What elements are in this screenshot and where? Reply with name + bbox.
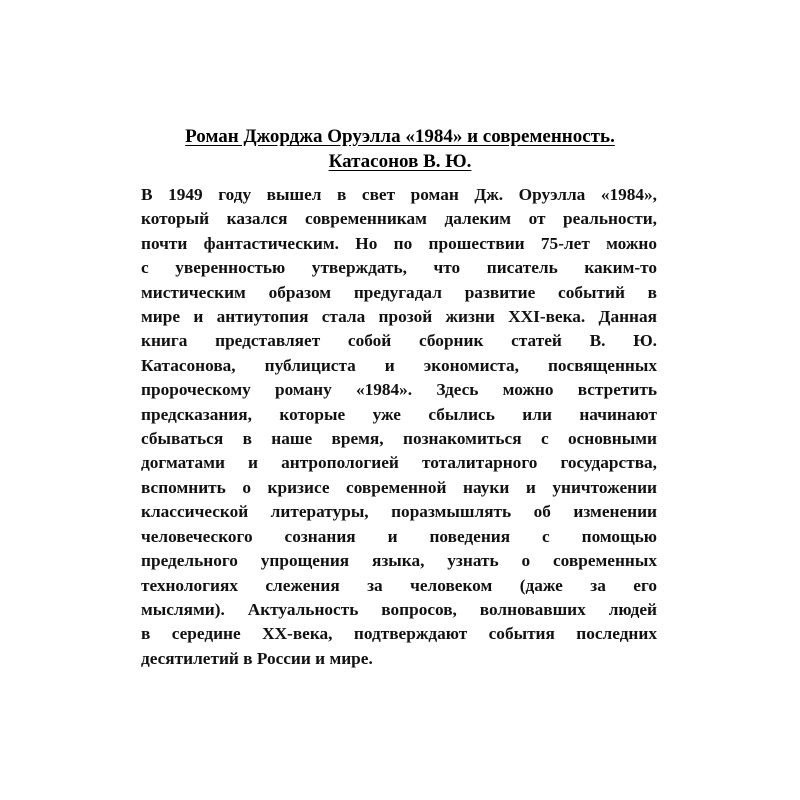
paragraph-line: в середине XX-века, подтверждают события последних <box>141 624 657 644</box>
paragraph-line: классической литературы, поразмышлять об изменении <box>141 502 657 522</box>
paragraph-line: почти фантастическим. Но по прошествии 75-лет можно <box>141 233 657 253</box>
annotation-paragraph <box>141 183 657 671</box>
paragraph-line: который казался современникам далеким от реальности, <box>141 209 657 229</box>
paragraph-line: сбываться в наше время, познакомиться с основными <box>141 429 657 449</box>
paragraph-line: предельного упрощения языка, узнать о современных <box>141 551 657 571</box>
paragraph-line: технологиях слежения за человеком (даже за его <box>141 575 657 595</box>
paragraph-line: мыслями). Актуальность вопросов, волновавших людей <box>141 599 657 619</box>
paragraph-line: с уверенностью утверждать, что писатель каким-то <box>141 258 657 278</box>
paragraph-line: десятилетий в России и мире. <box>141 648 373 668</box>
document-title <box>100 124 700 174</box>
paragraph-line: Катасонова, публициста и экономиста, посвященных <box>141 355 657 375</box>
title-line-2: Катасонов В. Ю. <box>328 151 472 172</box>
paragraph-line: человеческого сознания и поведения с помощью <box>141 526 657 546</box>
paragraph-line: предсказания, которые уже сбылись или начинают <box>141 404 657 424</box>
paragraph-line: вспомнить о кризисе современной науки и уничтожении <box>141 477 657 497</box>
paragraph-line: догматами и антропологией тоталитарного государства, <box>141 453 657 473</box>
paragraph-line: книга представляет собой сборник статей В. Ю. <box>141 331 657 351</box>
paragraph-line: пророческому роману «1984». Здесь можно встретить <box>141 380 657 400</box>
paragraph-line: мистическим образом предугадал развитие событий в <box>141 282 657 302</box>
paragraph-line: мире и антиутопия стала прозой жизни XXI-века. Данная <box>141 307 657 327</box>
paragraph-line: В 1949 году вышел в свет роман Дж. Оруэлла «1984», <box>141 185 657 204</box>
title-line-1: Роман Джорджа Оруэлла «1984» и современность. <box>185 126 615 147</box>
